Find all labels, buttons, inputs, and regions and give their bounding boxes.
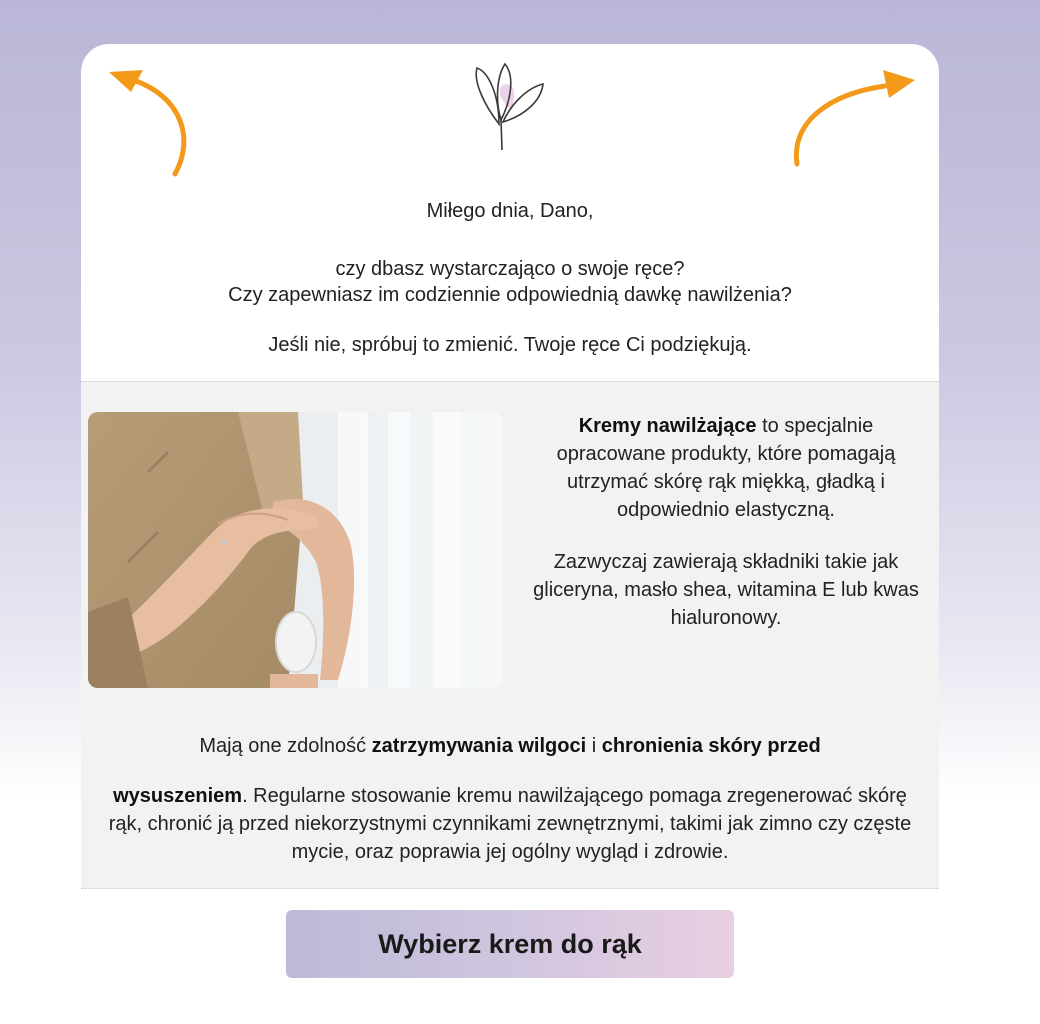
flower-icon [471,60,551,152]
arrow-up-right-icon [789,56,921,168]
moisture-line-1 [95,732,925,760]
benefits-text [531,412,921,632]
moisture-and: i [586,735,602,757]
emphasis-zatrzymywania: zatrzymywania wilgoci [371,735,587,757]
moisture-paragraph [95,782,925,866]
moisture-prefix: Mają one zdolność [199,735,372,757]
emphasis-chronienia: chronienia skóry przed [601,735,821,757]
moisture-text [95,732,925,866]
ingredients-paragraph: Zazwyczaj zawierają składniki takie jak gliceryna, masło shea, witamina E lub kwas hialuronowy. [533,551,919,629]
choose-cream-button[interactable]: Wybierz krem do rąk [286,910,734,978]
arrow-up-left-icon [103,58,193,180]
email-card [81,44,939,1024]
intro-paragraph [531,412,921,524]
hand-cream-photo [88,412,502,688]
moisture-paragraph-rest: . Regularne stosowanie kremu nawilżającego pomaga zregenerować skórę rąk, chronić ją przed niekorzystnymi czynnikami zewnętrznymi, takimi jak zimno czy częste mycie, oraz poprawia jej ogólny wygląd i zdrowie. [108,785,912,863]
encouragement-text: Jeśli nie, spróbuj to zmienić. Twoje ręce Ci podziękują. [268,334,752,356]
question-line-1: czy dbasz wystarczająco o swoje ręce? [335,258,685,280]
greeting: Miłego dnia, Dano, [426,200,594,222]
intro-paragraph-rest: to specjalnie opracowane produkty, które pomagają utrzymać skórę rąk miękką, gładką i odpowiednio elastyczną. [556,415,896,521]
question-line-2: Czy zapewniasz im codziennie odpowiednią dawkę nawilżenia? [228,284,792,306]
intro-section [81,198,939,358]
emphasis-kremy: Kremy nawilżające [578,415,757,437]
info-section [81,381,939,889]
emphasis-wysuszeniem: wysuszeniem [113,785,243,807]
